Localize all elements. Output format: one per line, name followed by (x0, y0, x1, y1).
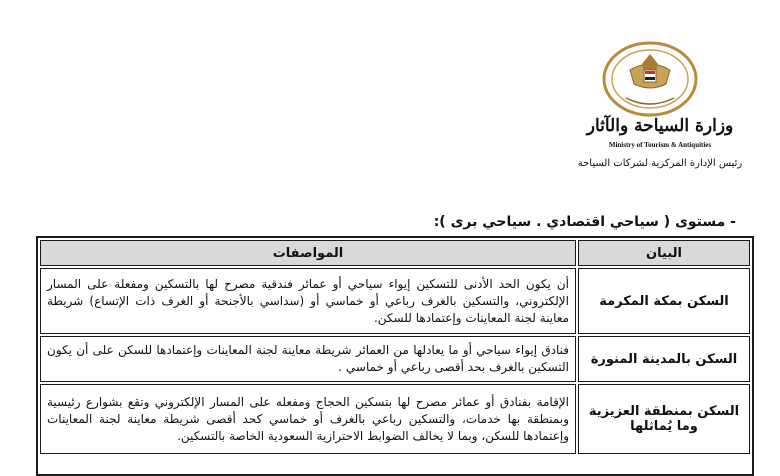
ministry-emblem-icon (600, 40, 700, 118)
specifications-table (36, 236, 754, 476)
ministry-header (560, 40, 760, 180)
table-row (40, 268, 750, 334)
header-item: البيان (578, 240, 750, 266)
ministry-name-english: Ministry of Tourism & Antiquities (608, 141, 712, 149)
table-header-row (40, 240, 750, 266)
row-desc-madinah: فنادق إيواء سياحي أو ما يعادلها من العمائر شريطة معاينة لجنة المعاينات وإعتمادها للسكن على أن يكون التسكين بالغرف بحد أقصى رباعي أو خماسي . (40, 336, 576, 382)
table-row (40, 336, 750, 382)
row-desc-makkah: أن يكون الحد الأدنى للتسكين إيواء سياحي أو عمائر فندقية مصرح لها بالتسكين ومفعلة على المسار الإلكتروني، والتسكين بالغرف رباعي أو خماسي أو (سداسي بالأجنحة أو الغرف ذات الإتساع) شريطة معاينة لجنة المعاينات وإعتمادها للسكن. (40, 268, 576, 334)
department-title: رئيس الإدارة المركزية لشركات السياحة (577, 158, 743, 169)
row-desc-aziziyah: الإقامة بفنادق أو عمائر مصرح لها بتسكين الحجاج ومفعله على المسار الإلكتروني وتقع بشوارع رئيسية وبمنطقة بها خدمات، والتسكين رباعي بالغرف أو خماسي كحد أقصى شريطة معاينة لجنة المعاينات وإعتمادها للسكن، وبما لا يخالف الضوابط الاحترازية السعودية الخاصة بالتسكين. (40, 384, 576, 454)
row-item-makkah: السكن بمكة المكرمة (578, 268, 750, 334)
row-item-madinah: السكن بالمدينة المنورة (578, 336, 750, 382)
row-item-aziziyah: السكن بمنطقة العزيزية وما يُماثلها (578, 384, 750, 454)
table-row (40, 384, 750, 454)
ministry-name-arabic: وزارة السياحة والآثار (586, 116, 734, 136)
level-heading: - مستوى ( سياحي اقتصادي . سياحي برى ): (433, 214, 736, 230)
header-specs: المواصفات (40, 240, 576, 266)
